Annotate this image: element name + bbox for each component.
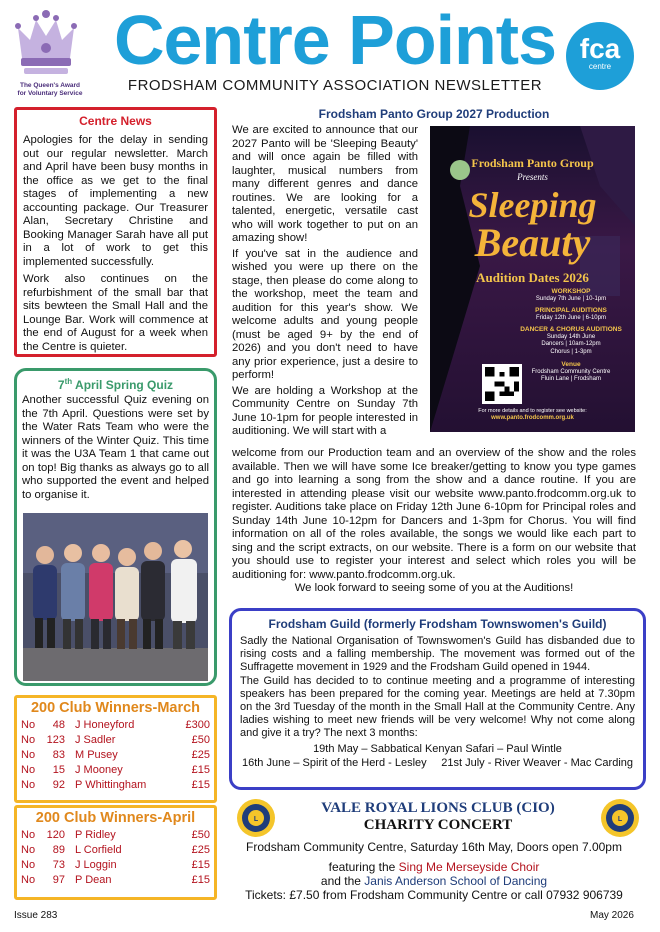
newsletter-subtitle: FRODSHAM COMMUNITY ASSOCIATION NEWSLETTER (127, 77, 543, 94)
row-prize: £50 (191, 734, 210, 746)
row-name: J Sadler (75, 734, 116, 746)
row-name: M Pusey (75, 749, 118, 761)
club-row (21, 733, 210, 748)
club-row (21, 763, 210, 778)
panto-paragraph-3-cont: welcome from our Production team and an overview of the show and the roles available. Then we will have some Ice breaker/getting to know you type games and go into learning a song from the show and a dance routine. If you are interested in attending please visit our website www.panto.frodcomm.org.uk to register. Auditions take place on Friday 12th June 6-10pm for Principal roles and Sunday 14th June 10-12pm for Dancers and 1-3pm for Chorus. You will find information on all of the roles available, the songs we would like each part to sing and the script extracts, on our website. There is a form on our website that you should use to register your interest and select which roles you will be auditioning for: www.panto.frodcomm.org.uk. (232, 447, 636, 581)
row-name: L Corfield (75, 844, 122, 856)
guild-title: Frodsham Guild (formerly Frodsham Townswomen's Guild) (268, 617, 607, 631)
fca-logo-sub: centre (588, 62, 612, 71)
club-april-box (14, 805, 217, 900)
row-prize: £300 (185, 719, 210, 731)
club-row (21, 843, 210, 858)
quiz-title-num: 7 (57, 378, 65, 392)
panto-paragraph-3: We are holding a Workshop at the Community Centre on Sunday 7th June 10-1pm for people interested in auditioning. We will start with a (232, 384, 418, 437)
spring-quiz-text: Another successful Quiz evening on the 7th April. Questions were set by the Water Rats Team who were the winners of the Winter Quiz. This time it was the U3A Team 1 that came out on top! Big thanks as always go to all who supported the event and helped to organise it. (22, 394, 209, 501)
row-name: J Loggin (75, 859, 117, 871)
sleeping-beauty-poster (430, 126, 635, 432)
poster-venue-heading: Venue (561, 361, 581, 368)
row-name: P Ridley (75, 829, 116, 841)
panto-closing: We look forward to seeing some of you at the Auditions! (294, 582, 574, 594)
poster-principal-time: Friday 12th June | 6-10pm (536, 314, 606, 321)
concert-tickets: Tickets: £7.50 from Frodsham Community Centre or call 07932 906739 (245, 888, 623, 902)
guild-paragraph-2: The Guild has decided to to continue meeting and a programme of interesting speakers has been prepared for the coming year. Meetings are held at 7.30pm on the 3rd Tuesday of the month in the Small Hall at the Community Centre. Any ladies wishing to meet new friends will be very welcome! Why not come along and give it a try? The next 3 months: (240, 675, 635, 739)
row-prize: £15 (191, 764, 210, 776)
poster-group-name: Frodsham Panto Group (471, 156, 594, 170)
fca-logo-text: fca (579, 33, 621, 64)
featuring-prefix: featuring the (328, 860, 399, 874)
club-row (21, 718, 210, 733)
award-line-1: The Queen's Award (19, 82, 81, 89)
row-name: J Honeyford (75, 719, 135, 731)
row-prize: £15 (191, 779, 210, 791)
award-line-2: for Voluntary Service (17, 90, 83, 97)
row-name: P Whittingham (75, 779, 147, 791)
row-number: 97 (52, 874, 65, 886)
and-prefix: and the (320, 874, 365, 888)
club-march-box (14, 695, 217, 803)
charity-concert-title: CHARITY CONCERT (363, 817, 513, 833)
concert-and (232, 874, 636, 888)
lions-club-logo-icon (600, 798, 640, 838)
row-no-label: No (21, 859, 36, 871)
panto-column (232, 124, 418, 439)
row-number: 73 (52, 859, 65, 871)
poster-audition-dates: Audition Dates 2026 (476, 270, 589, 285)
club-row (21, 858, 210, 873)
club-row (21, 828, 210, 843)
row-number: 83 (52, 749, 65, 761)
panto-title: Frodsham Panto Group 2027 Production (318, 107, 550, 121)
quiz-winners-photo (23, 513, 208, 681)
panto-paragraph-2: If you've sat in the audience and wished you were up there on the stage, then please do come along to the workshop, meet the team and audition for this year's show. We welcome adults and young people (must be aged 9+ by the end of 2026) and you don't need to have any prior experience, just a desire to perform! (232, 247, 418, 381)
guild-event-3: 21st July - River Weaver - Mac Carding (441, 757, 633, 769)
quiz-title-sup: th (64, 377, 73, 386)
poster-presents: Presents (517, 172, 548, 182)
guild-events-row (240, 756, 635, 770)
issue-date: May 2026 (590, 910, 634, 921)
poster-venue-address: Fluin Lane | Frodsham (541, 376, 601, 382)
poster-more-details: For more details and to register see website: (478, 408, 587, 414)
club-march-title: 200 Club Winners-March (30, 700, 201, 716)
concert-featuring (232, 860, 636, 874)
lions-club-title: VALE ROYAL LIONS CLUB (CIO) (321, 800, 555, 816)
club-march-list (21, 718, 210, 793)
row-prize: £50 (191, 829, 210, 841)
poster-url: www.panto.frodcomm.org.uk (491, 415, 574, 421)
centre-news-title: Centre News (79, 114, 152, 128)
panto-paragraph-1: We are excited to announce that our 2027 Panto will be 'Sleeping Beauty' and will once again be filled with laughter, musical numbers from many different genres and dance routines. We are looking for a talented, energetic, versatile cast who will work together to put on an amazing show! (232, 124, 418, 244)
row-name: P Dean (75, 874, 112, 886)
row-no-label: No (21, 734, 36, 746)
row-number: 89 (52, 844, 65, 856)
row-no-label: No (21, 829, 36, 841)
centre-news-box (14, 107, 217, 357)
spring-quiz-box (14, 368, 217, 686)
row-number: 123 (46, 734, 65, 746)
row-number: 92 (52, 779, 65, 791)
concert-venue: Frodsham Community Centre, Saturday 16th May, Doors open 7.00pm (246, 840, 622, 854)
centre-news-paragraph-2: Work also continues on the refurbishment of the small bar that sits bewteen the Small Hall and the Lounge Bar. Work will commence at the end of August for a week when the Centre is quieter. (23, 273, 208, 353)
row-number: 120 (46, 829, 65, 841)
poster-dancers-time: Dancers | 10am-12pm (541, 341, 601, 347)
poster-schedule (510, 288, 632, 384)
poster-title-line-2: Beauty (474, 220, 591, 265)
award-caption (8, 82, 92, 98)
dance-school-name: Janis Anderson School of Dancing (364, 874, 548, 888)
choir-name: Sing Me Merseyside Choir (398, 860, 540, 874)
newsletter-title: Centre Points (113, 1, 557, 79)
row-prize: £25 (191, 844, 210, 856)
row-no-label: No (21, 779, 36, 791)
poster-dance-heading: DANCER & CHORUS AUDITIONS (520, 326, 622, 333)
row-prize: £15 (191, 859, 210, 871)
poster-title-line-1: Sleeping (468, 185, 597, 225)
poster-chorus-time: Chorus | 1-3pm (550, 348, 592, 355)
row-prize: £25 (191, 749, 210, 761)
frodsham-guild-box (229, 608, 646, 790)
club-april-title: 200 Club Winners-April (35, 810, 196, 826)
row-no-label: No (21, 719, 36, 731)
spring-quiz-title (22, 377, 209, 392)
queens-award-crown-icon (14, 10, 78, 82)
poster-venue-name: Frodsham Community Centre (531, 368, 611, 375)
panto-continuation (232, 447, 636, 582)
poster-footer (430, 408, 635, 422)
row-number: 15 (52, 764, 65, 776)
club-row (21, 748, 210, 763)
row-number: 48 (52, 719, 65, 731)
guild-event-2: 16th June – Spirit of the Herd - Lesley (242, 757, 427, 769)
row-no-label: No (21, 844, 36, 856)
club-april-list (21, 828, 210, 888)
row-no-label: No (21, 749, 36, 761)
row-prize: £15 (191, 874, 210, 886)
poster-dance-date: Sunday 14th June (546, 333, 596, 340)
club-row (21, 873, 210, 888)
qr-code-icon (482, 364, 522, 404)
svg-text:L: L (617, 816, 623, 823)
club-row (21, 778, 210, 793)
svg-text:L: L (253, 816, 259, 823)
poster-principal-heading: PRINCIPAL AUDITIONS (535, 307, 607, 314)
lions-club-logo-icon (236, 798, 276, 838)
quiz-title-rest: April Spring Quiz (72, 378, 174, 392)
guild-paragraph-1: Sadly the National Organisation of Townswomen's Guild has disbanded due to rising costs and a falling membership. The movement was formed out of the Suffragette movement in 1929 and the Frodsham Guild opened in 1944. (240, 635, 635, 673)
issue-number: Issue 283 (14, 910, 58, 921)
row-no-label: No (21, 874, 36, 886)
poster-workshop-heading: WORKSHOP (551, 288, 591, 295)
row-no-label: No (21, 764, 36, 776)
centre-news-paragraph-1: Apologies for the delay in sending out our regular newsletter. March and April have been busy months in the office as we get to the final stages of implementing a new accounting package. Our Treasurer Alan, Secretary Christine and Booking Manager Sarah have all put in a lot of work to get this implemented successfully. (23, 134, 208, 268)
fca-logo (566, 22, 634, 90)
guild-event-1: 19th May – Sabbatical Kenyan Safari – Paul Wintle (313, 743, 562, 755)
poster-workshop-time: Sunday 7th June | 10-1pm (535, 295, 607, 302)
row-name: J Mooney (75, 764, 123, 776)
